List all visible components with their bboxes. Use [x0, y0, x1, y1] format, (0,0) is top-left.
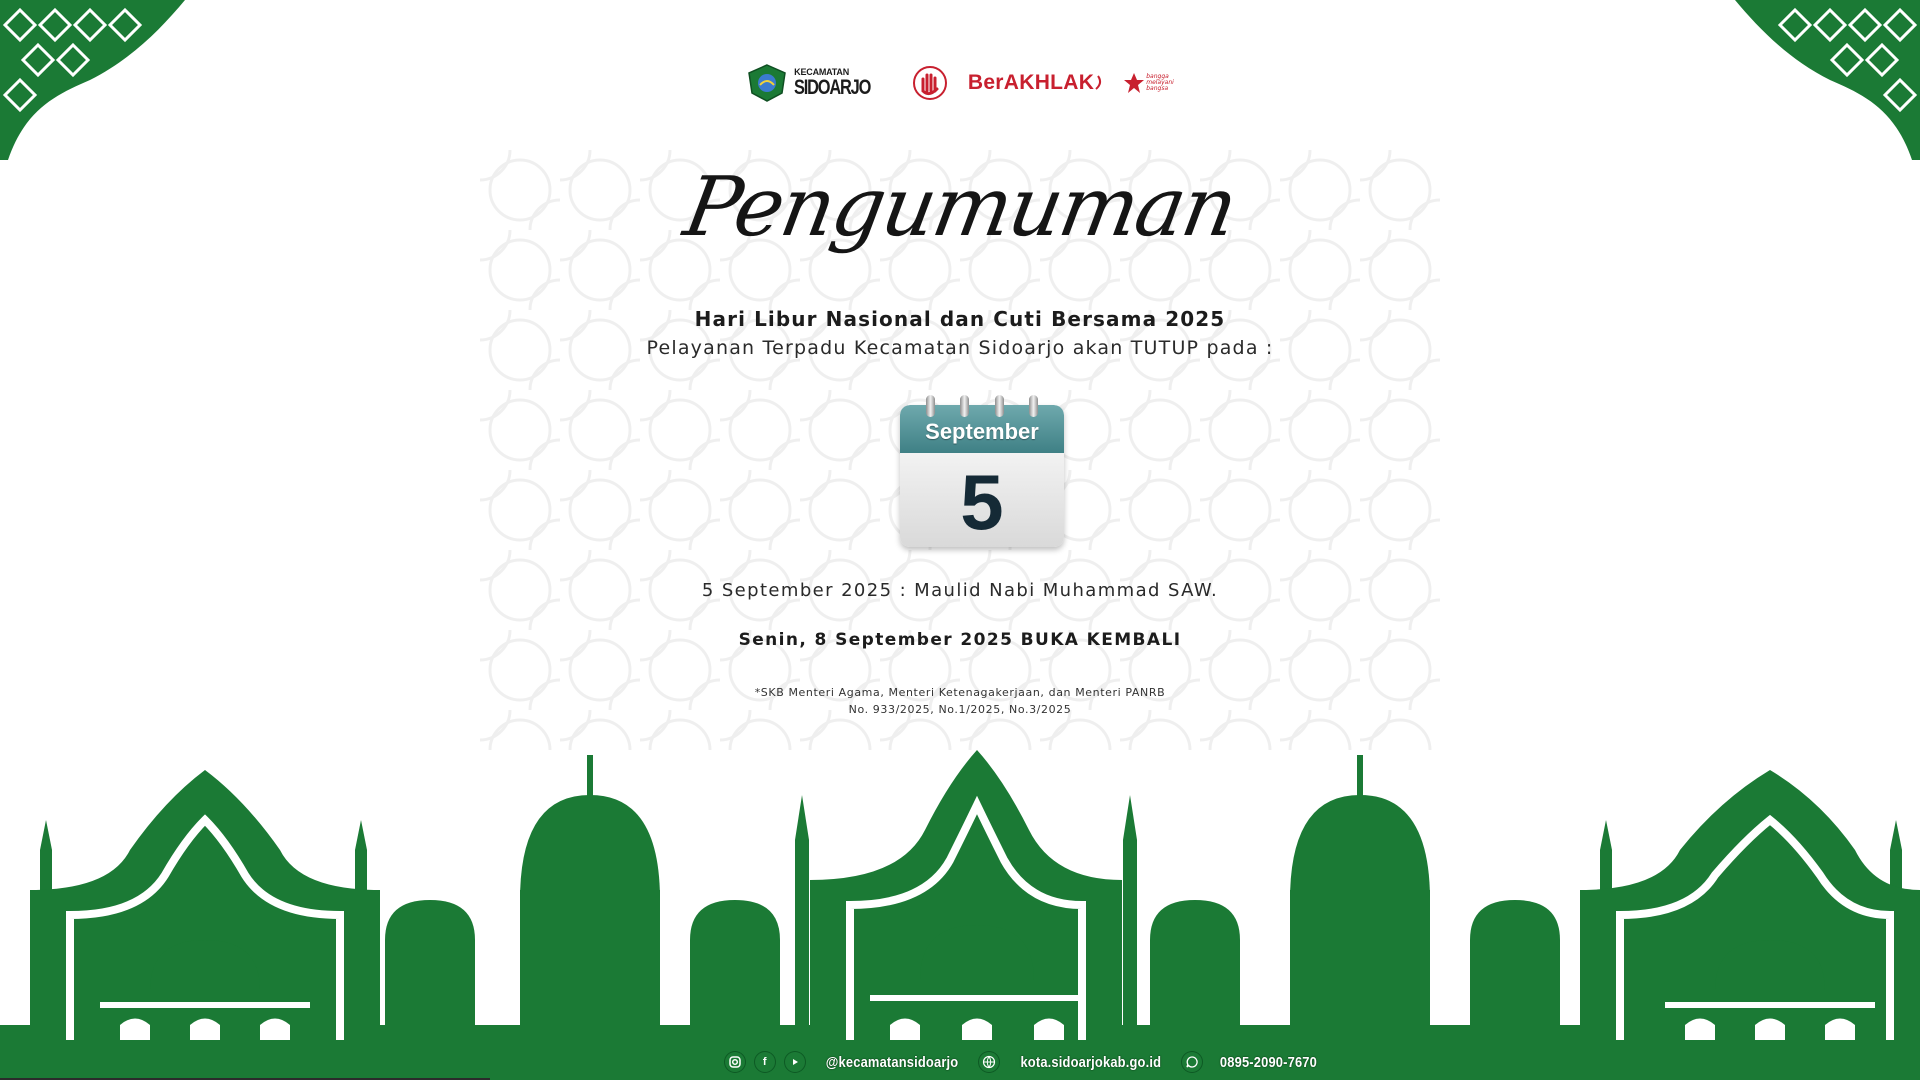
berakhlak-logo	[968, 71, 1106, 95]
berakhlak-label: BerAKHLAK	[967, 71, 1095, 94]
calendar-icon	[900, 395, 1064, 549]
instagram-icon[interactable]	[725, 1052, 745, 1072]
announcement-subtitle: Hari Libur Nasional dan Cuti Bersama 2025	[694, 307, 1226, 331]
legal-note-line1: *SKB Menteri Agama, Menteri Ketenagakerjaan, dan Menteri PANRB	[754, 686, 1166, 699]
calendar-ring	[995, 395, 1004, 417]
bangga-label: bangga	[1146, 72, 1169, 80]
youtube-icon[interactable]	[785, 1052, 805, 1072]
service-closure-text: Pelayanan Terpadu Kecamatan Sidoarjo akan TUTUP pada :	[646, 337, 1274, 359]
bangga-melayani-logo	[1124, 72, 1174, 94]
swoosh-icon	[1094, 75, 1106, 91]
social-handle[interactable]: @kecamatansidoarjo	[825, 1053, 959, 1071]
hand-emblem-icon	[910, 65, 950, 101]
kecamatan-sidoarjo-logo	[746, 63, 892, 103]
calendar-ring	[960, 395, 969, 417]
calendar-day: 5	[960, 458, 1004, 546]
calendar-page	[900, 405, 1064, 547]
facebook-icon[interactable]: f	[755, 1052, 775, 1072]
melayani-label: melayani	[1146, 78, 1174, 86]
sidoarjo-emblem-icon	[746, 63, 788, 103]
announcement-title: Pengumuman	[677, 160, 1243, 255]
mosque-skyline	[0, 740, 1920, 1080]
globe-icon	[979, 1052, 999, 1072]
kecamatan-label: KECAMATAN	[794, 67, 850, 77]
whatsapp-icon	[1182, 1052, 1202, 1072]
calendar-month: September	[925, 419, 1039, 444]
star-icon	[1124, 72, 1144, 94]
sidoarjo-label: SIDOARJO	[794, 76, 871, 99]
footer-contacts	[0, 1047, 1920, 1077]
phone-number[interactable]: 0895-2090-7670	[1220, 1053, 1318, 1071]
holiday-description: 5 September 2025 : Maulid Nabi Muhammad SAW.	[701, 580, 1219, 601]
bangsa-label: bangsa	[1146, 85, 1169, 93]
logo-row	[0, 58, 1920, 108]
legal-note-line2: No. 933/2025, No.1/2025, No.3/2025	[848, 703, 1072, 716]
calendar-header	[900, 405, 1064, 453]
reopen-notice: Senin, 8 September 2025 BUKA KEMBALI	[738, 630, 1182, 650]
website-link[interactable]: kota.sidoarjokab.go.id	[1020, 1053, 1161, 1071]
calendar-ring	[1029, 395, 1038, 417]
calendar-ring	[926, 395, 935, 417]
